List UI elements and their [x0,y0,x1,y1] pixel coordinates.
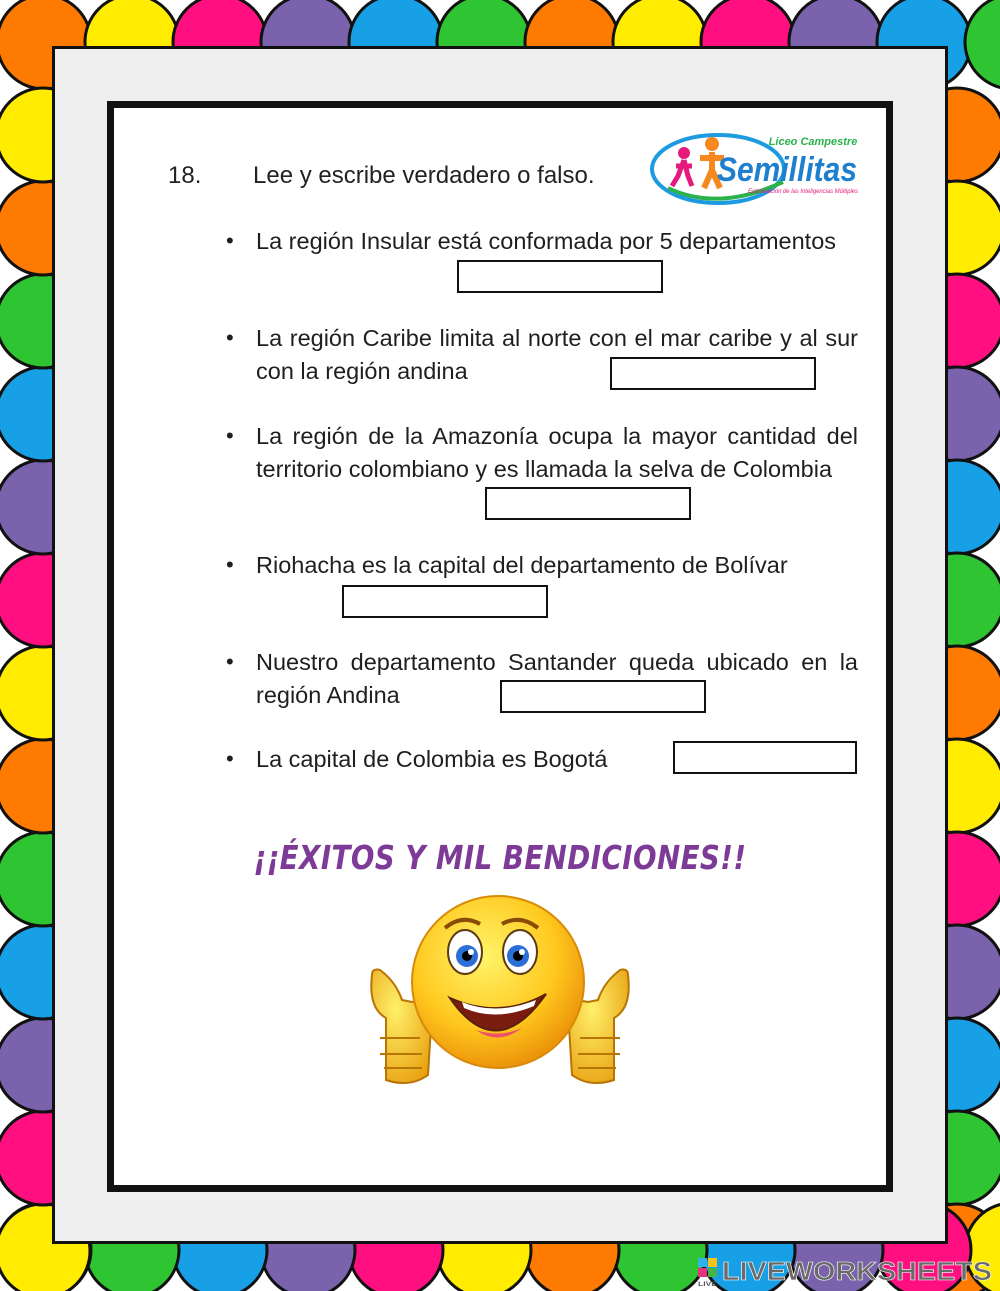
answer-box-3[interactable] [485,487,691,520]
school-logo [648,124,863,208]
child-figure-orange-icon [705,137,719,151]
statement-4: • Riohacha es la capital del departamento de Bolívar [256,549,858,582]
child-figure-pink-body [672,160,692,186]
logo-school-name: Liceo Campestre [768,136,858,148]
watermark-letters: LIVE [698,1282,717,1288]
statement-3: • La región de la Amazonía ocupa la mayor cantidad del territorio colombiano y es llamada la selva de Colombia [256,420,858,485]
answer-box-5[interactable] [500,680,706,713]
answer-box-6[interactable] [673,741,857,774]
statement-1: • La región Insular está conformada por 5 departamentos [256,225,858,258]
question-number: 18. [168,162,202,189]
instruction: Lee y escribe verdadero o falso. [253,162,595,189]
answer-box-4[interactable] [342,585,548,618]
child-figure-pink-icon [678,147,690,159]
liveworksheets-watermark [696,1254,996,1288]
closing-message: ¡¡ÉXITOS Y MIL BENDICIONES!! [253,838,747,877]
answer-box-2[interactable] [610,357,816,390]
statement-5: • Nuestro departamento Santander queda ubicado en la región Andina [256,646,858,711]
watermark-text: LIVEWORKSHEETS [722,1256,992,1286]
statement-6: • La capital de Colombia es Bogotá [256,743,676,776]
answer-box-1[interactable] [457,260,663,293]
thumbs-up-smiley-icon [350,890,650,1095]
statement-2: • La región Caribe limita al norte con el mar caribe y al sur con la región andina [256,322,858,387]
logo-tagline: Estimulación de las Inteligencias Múltiples [748,189,858,195]
border-dot [965,0,1000,89]
logo-name: Semillitas [717,151,857,189]
